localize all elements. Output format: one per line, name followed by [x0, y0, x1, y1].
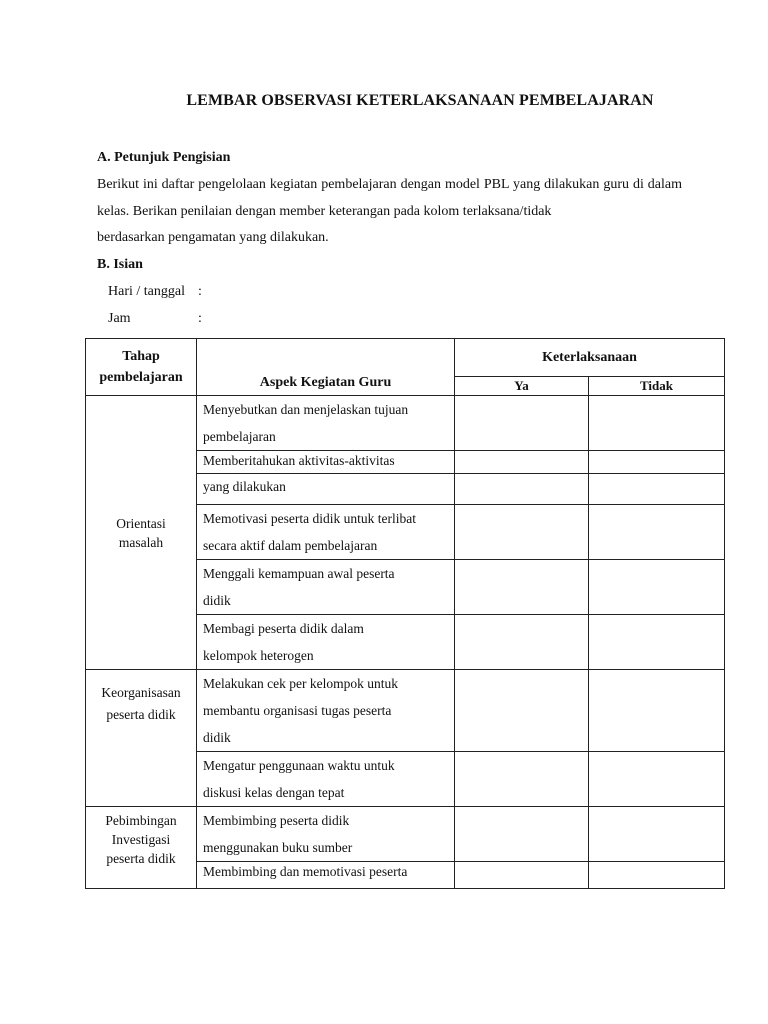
tidak-cell[interactable] [589, 560, 725, 615]
aspek-cell: yang dilakukan [197, 474, 455, 505]
ya-cell[interactable] [455, 451, 589, 474]
tidak-cell[interactable] [589, 505, 725, 560]
field-separator: : [198, 284, 202, 299]
table-row [86, 396, 725, 451]
tidak-cell[interactable] [589, 396, 725, 451]
ya-cell[interactable] [455, 560, 589, 615]
ya-cell[interactable] [455, 807, 589, 862]
observation-table [85, 338, 725, 889]
tahap-orientasi-masalah: Orientasi masalah [86, 396, 197, 670]
tidak-cell[interactable] [589, 615, 725, 670]
aspek-cell: Menggali kemampuan awal peserta didik [197, 560, 455, 615]
ya-cell[interactable] [455, 752, 589, 807]
aspek-cell: Membagi peserta didik dalam kelompok heterogen [197, 615, 455, 670]
tidak-cell[interactable] [589, 752, 725, 807]
tidak-cell[interactable] [589, 862, 725, 889]
aspek-cell: Memberitahukan aktivitas-aktivitas [197, 451, 455, 474]
header-keterlaksanaan: Keterlaksanaan [455, 339, 725, 377]
tidak-cell[interactable] [589, 451, 725, 474]
aspek-cell: Membimbing peserta didik menggunakan buku sumber [197, 807, 455, 862]
ya-cell[interactable] [455, 862, 589, 889]
table-row [86, 807, 725, 862]
field-label: Hari / tanggal [108, 284, 185, 299]
tidak-cell[interactable] [589, 670, 725, 752]
tahap-keorganisasan: Keorganisasan peserta didik [86, 670, 197, 807]
tidak-cell[interactable] [589, 807, 725, 862]
header-ya: Ya [455, 377, 589, 396]
aspek-cell: Membimbing dan memotivasi peserta [197, 862, 455, 889]
instructions-text: Berikut ini daftar pengelolaan kegiatan pembelajaran dengan model PBL yang dilakukan guru di dalam kelas. Berikan penilaian dengan member keterangan pada kolom terlaksana/tidak [97, 177, 682, 219]
header-aspek: Aspek Kegiatan Guru [197, 339, 455, 396]
ya-cell[interactable] [455, 505, 589, 560]
field-separator: : [198, 311, 202, 326]
header-tahap: Tahap pembelajaran [86, 339, 197, 396]
aspek-cell: Mengatur penggunaan waktu untuk diskusi kelas dengan tepat [197, 752, 455, 807]
ya-cell[interactable] [455, 396, 589, 451]
header-tidak: Tidak [589, 377, 725, 396]
tidak-cell[interactable] [589, 474, 725, 505]
ya-cell[interactable] [455, 615, 589, 670]
field-jam [108, 311, 202, 327]
instructions-text-last: berdasarkan pengamatan yang dilakukan. [97, 230, 329, 245]
ya-cell[interactable] [455, 670, 589, 752]
section-b-heading: B. Isian [97, 257, 143, 272]
tahap-pebimbingan: Pebimbingan Investigasi peserta didik [86, 807, 197, 889]
field-label: Jam [108, 311, 131, 326]
ya-cell[interactable] [455, 474, 589, 505]
field-hari-tanggal [108, 284, 202, 300]
aspek-cell: Memotivasi peserta didik untuk terlibat secara aktif dalam pembelajaran [197, 505, 455, 560]
instructions-paragraph [97, 172, 682, 252]
aspek-cell: Melakukan cek per kelompok untuk membantu organisasi tugas peserta didik [197, 670, 455, 752]
document-title: LEMBAR OBSERVASI KETERLAKSANAAN PEMBELAJARAN [186, 92, 654, 109]
table-row [86, 670, 725, 752]
aspek-cell: Menyebutkan dan menjelaskan tujuan pembelajaran [197, 396, 455, 451]
section-a-heading: A. Petunjuk Pengisian [97, 150, 231, 165]
